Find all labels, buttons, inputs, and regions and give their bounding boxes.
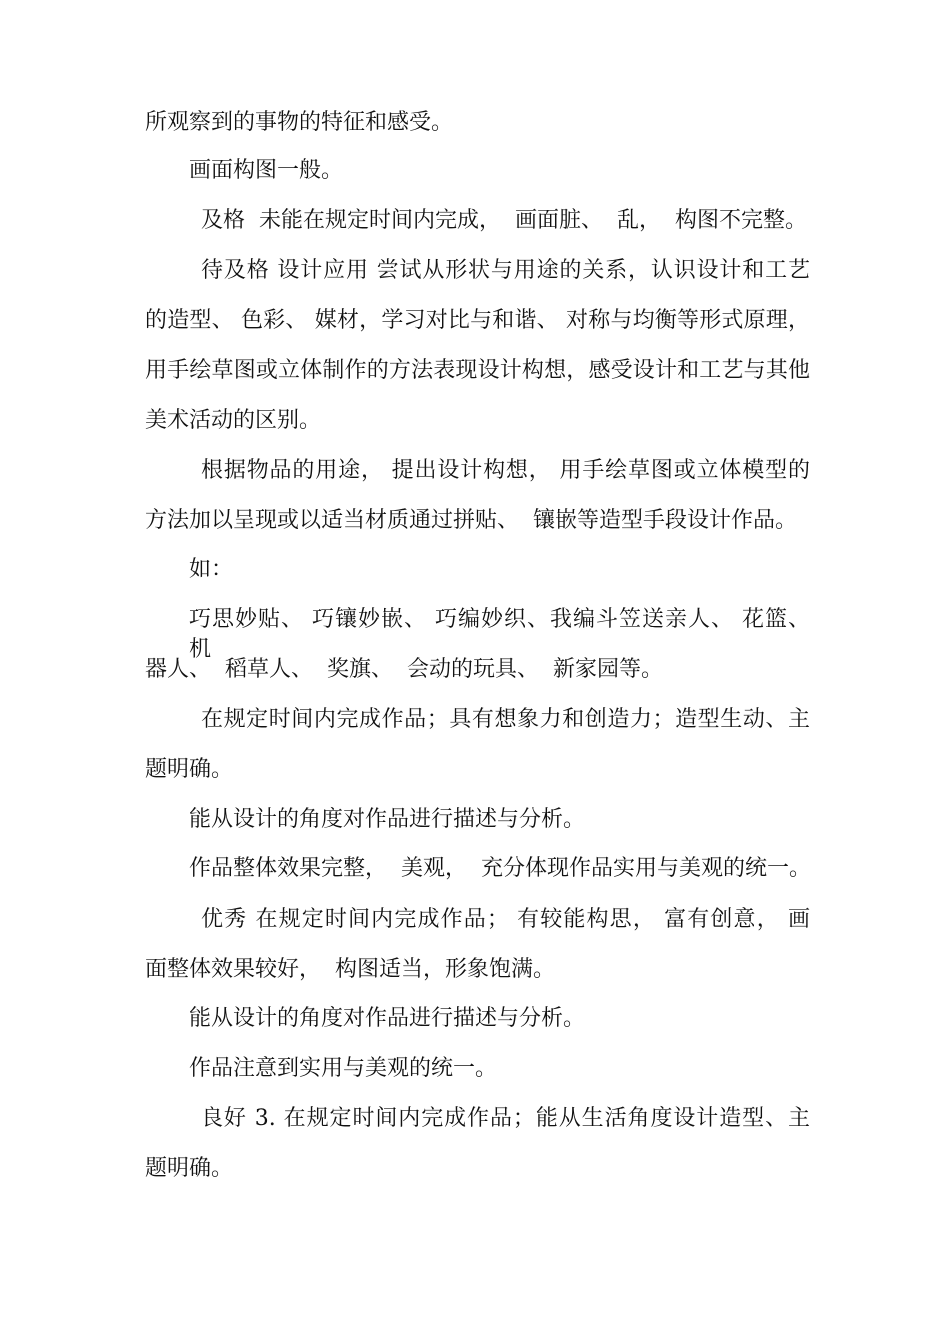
text-line: 及格 未能在规定时间内完成， 画面脏、 乱， 构图不完整。 [201, 208, 807, 233]
text-line: 方法加以呈现或以适当材质通过拼贴、 镶嵌等造型手段设计作品。 [145, 508, 797, 533]
text-line: 根据物品的用途， 提出设计构想， 用手绘草图或立体模型的 [201, 458, 810, 483]
text-line: 题明确。 [145, 1156, 234, 1181]
text-line: 所观察到的事物的特征和感受。 [145, 110, 454, 135]
text-line: 巧思妙贴、 巧镶妙嵌、 巧编妙织、我编斗笠送亲人、 花篮、 机 [189, 607, 810, 662]
text-line: 在规定时间内完成作品；具有想象力和创造力；造型生动、主 [201, 707, 810, 732]
text-line: 优秀 在规定时间内完成作品； 有较能构思， 富有创意， 画 [201, 907, 810, 932]
text-line: 如： [189, 557, 234, 582]
text-line: 题明确。 [145, 757, 234, 782]
text-line: 面整体效果较好， 构图适当，形象饱满。 [145, 957, 555, 982]
text-line: 的造型、 色彩、 媒材，学习对比与和谐、 对称与均衡等形式原理， [145, 308, 810, 333]
text-line: 待及格 设计应用 尝试从形状与用途的关系，认识设计和工艺 [201, 258, 810, 283]
text-line: 用手绘草图或立体制作的方法表现设计构想，感受设计和工艺与其他 [145, 358, 810, 383]
text-line: 作品整体效果完整， 美观， 充分体现作品实用与美观的统一。 [189, 856, 811, 881]
text-line: 器人、 稻草人、 奖旗、 会动的玩具、 新家园等。 [145, 657, 663, 682]
text-line: 美术活动的区别。 [145, 408, 322, 433]
text-line: 能从设计的角度对作品进行描述与分析。 [189, 807, 586, 832]
text-line: 画面构图一般。 [189, 158, 344, 183]
text-line: 良好 3. 在规定时间内完成作品；能从生活角度设计造型、主 [201, 1106, 810, 1131]
text-line: 能从设计的角度对作品进行描述与分析。 [189, 1006, 586, 1031]
text-line: 作品注意到实用与美观的统一。 [189, 1056, 498, 1081]
